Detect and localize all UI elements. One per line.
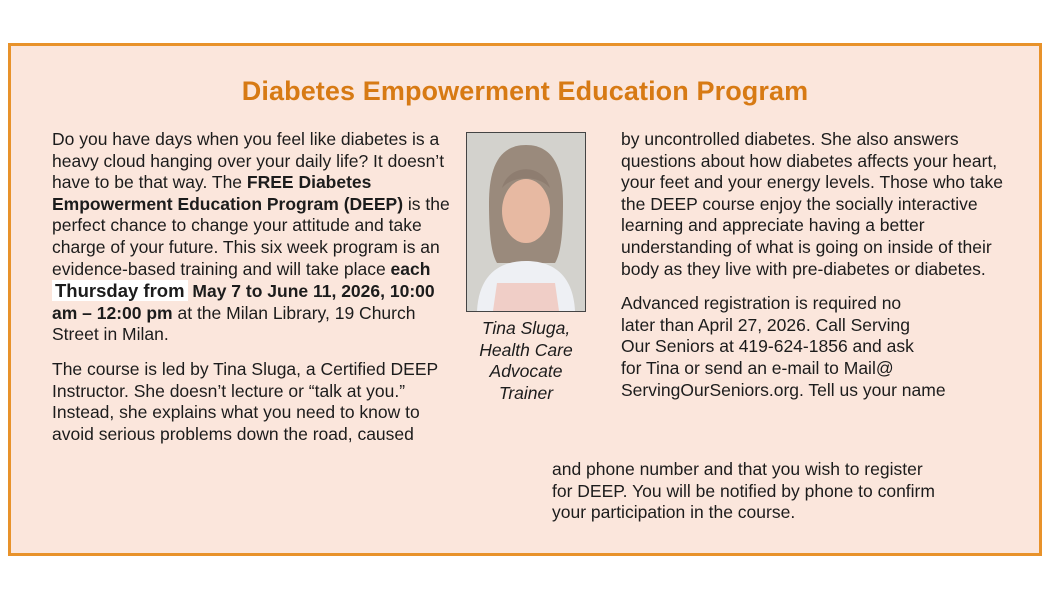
caption-role: Health Care [479, 339, 573, 360]
registration-paragraph [621, 293, 1021, 401]
registration-line: your participation in the course. [552, 502, 796, 523]
intro-paragraph [52, 129, 462, 346]
instructor-photo [466, 132, 586, 312]
location-text: at the Milan Library, 19 Church Street in Milan. [52, 302, 416, 345]
registration-line: Advanced registration is required no [621, 293, 902, 314]
registration-continued [552, 459, 1012, 524]
caption-role: Trainer [498, 382, 554, 403]
registration-line: ServingOurSeniors.org. Tell us your name [621, 379, 946, 400]
benefits-paragraph: by uncontrolled diabetes. She also answers questions about how diabetes affects your heart, your feet and your energy levels. Those who take the DEEP course enjoy the socially interactive learning and appreciate having a better understanding of what is going on inside of their body as they live with pre-diabetes or diabetes. [621, 129, 1003, 279]
registration-line: later than April 27, 2026. Call Serving [621, 314, 910, 335]
portrait-image [467, 133, 585, 311]
schedule-dates: May 7 to June 11, 2026, 10:00 am – 12:00 pm [52, 281, 435, 323]
registration-line: Our Seniors at 419-624-1856 and ask [621, 336, 914, 357]
flyer-frame [8, 43, 1042, 556]
photo-caption [456, 318, 596, 404]
registration-line: for Tina or send an e-mail to Mail@ [621, 357, 894, 378]
flyer-title: Diabetes Empowerment Education Program [241, 76, 809, 106]
intro-text-mid: is the perfect chance to change your attitude and take charge of your future. This six week program is an evidence-based training and will take place [52, 193, 450, 279]
right-column [621, 129, 1021, 401]
registration-line: for DEEP. You will be notified by phone to confirm [552, 480, 935, 501]
schedule-each: each [390, 258, 431, 279]
schedule-day-highlight: Thursday from [52, 280, 188, 301]
caption-name: Tina Sluga, [481, 318, 571, 338]
intro-text: Do you have days when you feel like diabetes is a heavy cloud hanging over your daily life? It doesn’t have to be that way. The [52, 129, 445, 193]
registration-line: and phone number and that you wish to register [552, 459, 923, 479]
left-column [52, 129, 462, 445]
instructor-paragraph: The course is led by Tina Sluga, a Certified DEEP Instructor. She doesn’t lecture or “talk at you.” Instead, she explains what you need to know to avoid serious problems down the road, caused [52, 358, 438, 444]
program-name: FREE Diabetes Empowerment Education Program (DEEP) [52, 172, 404, 214]
caption-role: Advocate [489, 361, 563, 382]
